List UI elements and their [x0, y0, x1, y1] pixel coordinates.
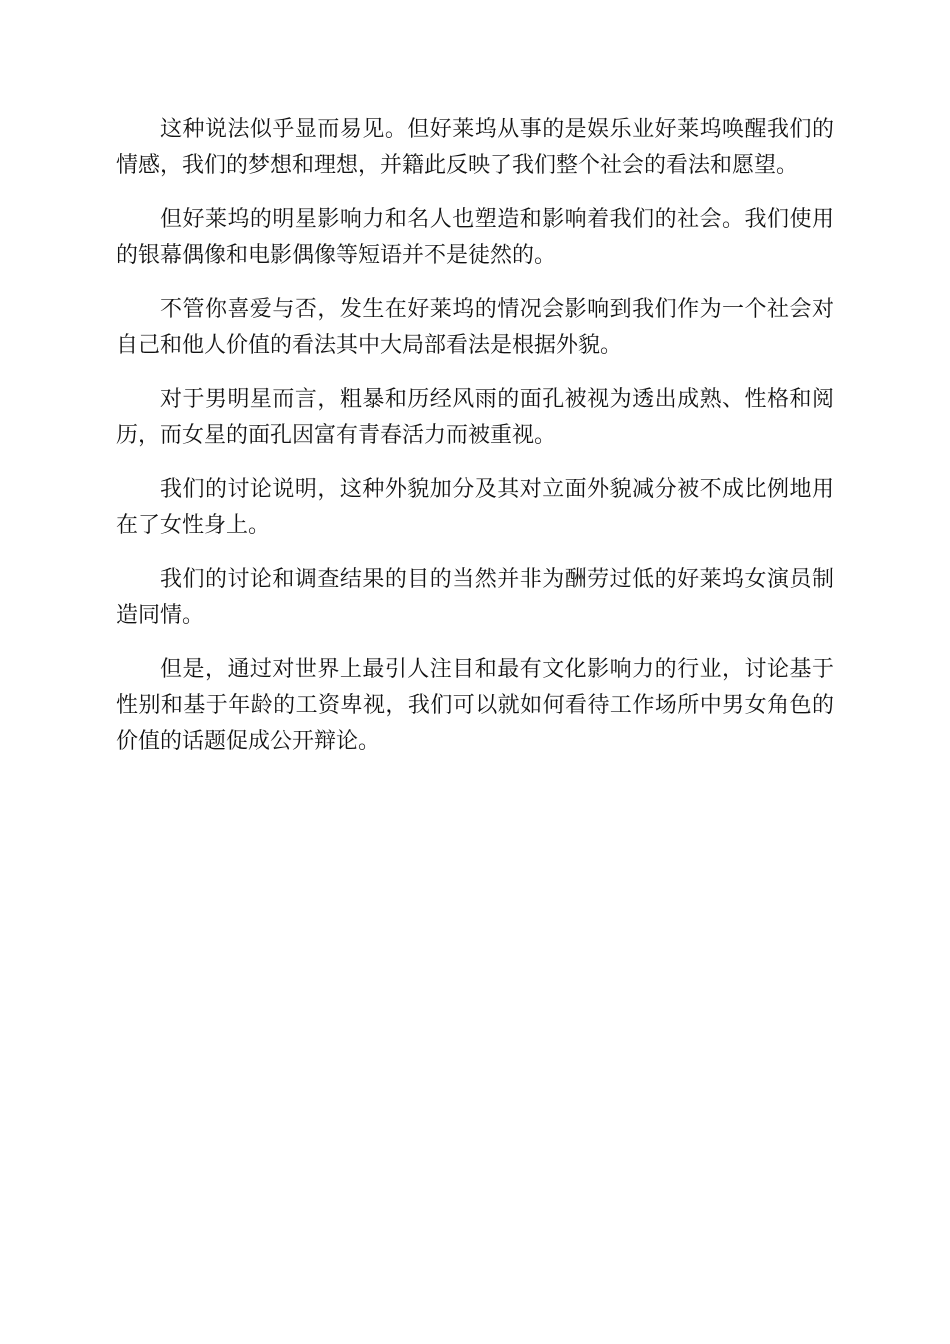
- paragraph: 不管你喜爱与否，发生在好莱坞的情况会影响到我们作为一个社会对自己和他人价值的看法其中大局部看法是根据外貌。: [116, 297, 834, 358]
- paragraph: 但好莱坞的明星影响力和名人也塑造和影响着我们的社会。我们使用的银幕偶像和电影偶像等短语并不是徒然的。: [116, 207, 834, 268]
- paragraph: 但是，通过对世界上最引人注目和最有文化影响力的行业，讨论基于性别和基于年龄的工资卑视，我们可以就如何看待工作场所中男女角色的价值的话题促成公开辩论。: [116, 657, 834, 754]
- paragraph: 我们的讨论说明，这种外貌加分及其对立面外貌减分被不成比例地用在了女性身上。: [116, 477, 834, 538]
- paragraph: 这种说法似乎显而易见。但好莱坞从事的是娱乐业好莱坞唤醒我们的情感，我们的梦想和理想，并籍此反映了我们整个社会的看法和愿望。: [116, 117, 834, 178]
- paragraph: 我们的讨论和调查结果的目的当然并非为酬劳过低的好莱坞女演员制造同情。: [116, 567, 834, 628]
- document-body: [116, 112, 834, 778]
- paragraph: 对于男明星而言，粗暴和历经风雨的面孔被视为透出成熟、性格和阅历，而女星的面孔因富有青春活力而被重视。: [116, 387, 834, 448]
